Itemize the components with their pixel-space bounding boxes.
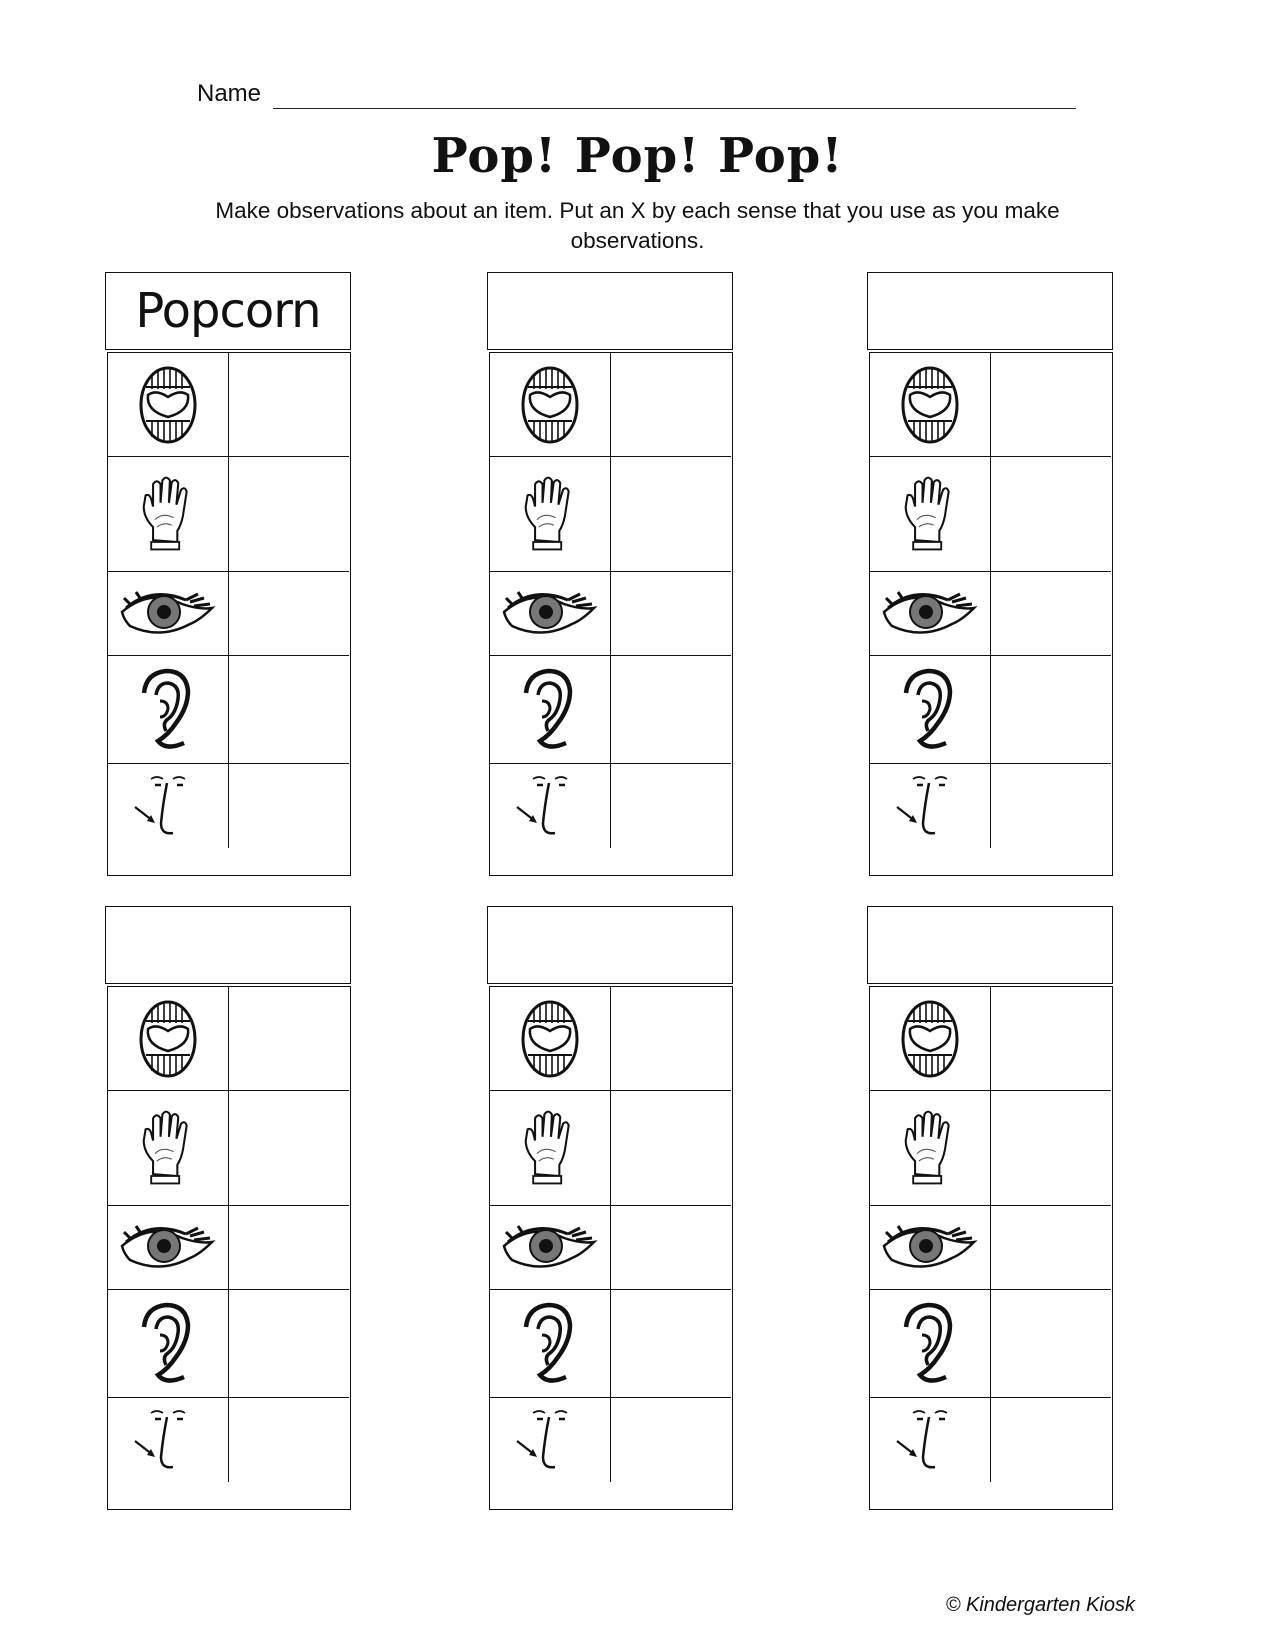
sense-check-box[interactable] (229, 457, 349, 571)
sense-icon-cell (108, 764, 229, 848)
sense-check-box[interactable] (991, 656, 1111, 763)
sense-icon-cell (490, 457, 611, 571)
sense-row (870, 1206, 1111, 1290)
sense-row (108, 457, 349, 572)
sense-check-box[interactable] (611, 1091, 731, 1205)
sense-check-box[interactable] (611, 353, 731, 456)
sense-icon-cell (108, 656, 229, 763)
sense-check-box[interactable] (611, 987, 731, 1090)
sense-icon-cell (108, 1398, 229, 1482)
sense-check-box[interactable] (611, 457, 731, 571)
sense-row (108, 987, 349, 1091)
item-label-box[interactable] (105, 906, 351, 984)
name-label: Name (197, 80, 262, 107)
eye-icon (120, 1220, 216, 1276)
sense-check-box[interactable] (991, 987, 1111, 1090)
ear-icon (138, 665, 198, 755)
hand-icon (522, 472, 578, 556)
item-label-text: Popcorn (135, 283, 321, 339)
sense-row (108, 656, 349, 764)
sense-icon-cell (490, 987, 611, 1090)
sense-icon-cell (108, 1206, 229, 1289)
sense-icon-cell (490, 353, 611, 456)
sense-check-box[interactable] (991, 1091, 1111, 1205)
copyright: © Kindergarten Kiosk (945, 1594, 1135, 1616)
sense-check-box[interactable] (229, 987, 349, 1090)
name-line (273, 108, 1076, 109)
hand-icon (902, 1106, 958, 1190)
sense-check-box[interactable] (229, 1290, 349, 1397)
hand-icon (140, 472, 196, 556)
sense-card (867, 272, 1113, 878)
sense-row (490, 1398, 731, 1482)
sense-row (870, 656, 1111, 764)
sense-row (870, 1091, 1111, 1206)
item-label-box[interactable] (867, 272, 1113, 350)
sense-row (108, 1091, 349, 1206)
mouth-icon (900, 999, 960, 1079)
sense-check-box[interactable] (611, 764, 731, 848)
sense-check-box[interactable] (991, 764, 1111, 848)
sense-icon-cell (108, 1091, 229, 1205)
sense-icon-cell (870, 353, 991, 456)
hand-icon (902, 472, 958, 556)
sense-icon-cell (870, 457, 991, 571)
sense-check-box[interactable] (229, 1206, 349, 1289)
sense-icon-cell (870, 1398, 991, 1482)
senses-grid (869, 352, 1113, 876)
sense-row (490, 353, 731, 457)
ear-icon (900, 1299, 960, 1389)
sense-icon-cell (490, 656, 611, 763)
ear-icon (520, 665, 580, 755)
sense-icon-cell (108, 457, 229, 571)
senses-grid (107, 986, 351, 1510)
sense-row (870, 353, 1111, 457)
ear-icon (520, 1299, 580, 1389)
sense-row (490, 457, 731, 572)
sense-icon-cell (490, 1398, 611, 1482)
sense-row (108, 572, 349, 656)
sense-row (490, 764, 731, 848)
sense-row (490, 987, 731, 1091)
item-label-box[interactable] (105, 272, 351, 350)
mouth-icon (520, 999, 580, 1079)
hand-icon (140, 1106, 196, 1190)
sense-card (487, 906, 733, 1512)
sense-row (870, 1398, 1111, 1482)
senses-grid (869, 986, 1113, 1510)
eye-icon (882, 586, 978, 642)
sense-card (105, 906, 351, 1512)
sense-check-box[interactable] (611, 572, 731, 655)
sense-row (108, 1398, 349, 1482)
mouth-icon (138, 365, 198, 445)
nose-icon (895, 773, 965, 839)
sense-check-box[interactable] (229, 1398, 349, 1482)
sense-row (490, 1206, 731, 1290)
sense-check-box[interactable] (611, 1290, 731, 1397)
sense-row (108, 353, 349, 457)
sense-icon-cell (870, 987, 991, 1090)
sense-row (870, 1290, 1111, 1398)
sense-icon-cell (108, 353, 229, 456)
sense-row (870, 457, 1111, 572)
eye-icon (882, 1220, 978, 1276)
sense-check-box[interactable] (229, 353, 349, 456)
sense-icon-cell (108, 987, 229, 1090)
eye-icon (120, 586, 216, 642)
sense-check-box[interactable] (991, 1398, 1111, 1482)
sense-icon-cell (108, 1290, 229, 1397)
name-row (197, 80, 1077, 114)
sense-icon-cell (870, 572, 991, 655)
hand-icon (522, 1106, 578, 1190)
sense-row (870, 764, 1111, 848)
sense-check-box[interactable] (229, 656, 349, 763)
sense-icon-cell (490, 1206, 611, 1289)
mouth-icon (520, 365, 580, 445)
sense-card (867, 906, 1113, 1512)
sense-row (490, 656, 731, 764)
sense-check-box[interactable] (991, 1290, 1111, 1397)
mouth-icon (900, 365, 960, 445)
sense-icon-cell (870, 656, 991, 763)
sense-check-box[interactable] (229, 1091, 349, 1205)
sense-row (108, 1290, 349, 1398)
sense-icon-cell (870, 1091, 991, 1205)
sense-row (870, 987, 1111, 1091)
nose-icon (515, 773, 585, 839)
sense-check-box[interactable] (229, 572, 349, 655)
eye-icon (502, 586, 598, 642)
ear-icon (138, 1299, 198, 1389)
sense-check-box[interactable] (991, 457, 1111, 571)
sense-icon-cell (870, 1206, 991, 1289)
sense-check-box[interactable] (991, 572, 1111, 655)
sense-icon-cell (490, 572, 611, 655)
item-label-box[interactable] (487, 906, 733, 984)
nose-icon (133, 773, 203, 839)
sense-row (108, 764, 349, 848)
sense-row (490, 1091, 731, 1206)
nose-icon (133, 1407, 203, 1473)
sense-icon-cell (490, 1290, 611, 1397)
sense-card (105, 272, 351, 878)
sense-icon-cell (870, 1290, 991, 1397)
instructions: Make observations about an item. Put an X by each sense that you use as you make observations. (215, 198, 1060, 253)
item-label-box[interactable] (867, 906, 1113, 984)
worksheet-title: Pop! Pop! Pop! (431, 128, 844, 184)
sense-check-box[interactable] (229, 764, 349, 848)
sense-row (490, 1290, 731, 1398)
nose-icon (515, 1407, 585, 1473)
eye-icon (502, 1220, 598, 1276)
sense-row (490, 572, 731, 656)
sense-card (487, 272, 733, 878)
sense-icon-cell (490, 1091, 611, 1205)
sense-check-box[interactable] (611, 656, 731, 763)
mouth-icon (138, 999, 198, 1079)
sense-check-box[interactable] (611, 1206, 731, 1289)
sense-row (108, 1206, 349, 1290)
senses-grid (489, 986, 733, 1510)
sense-icon-cell (108, 572, 229, 655)
senses-grid (107, 352, 351, 876)
sense-check-box[interactable] (611, 1398, 731, 1482)
sense-icon-cell (870, 764, 991, 848)
senses-grid (489, 352, 733, 876)
nose-icon (895, 1407, 965, 1473)
ear-icon (900, 665, 960, 755)
sense-check-box[interactable] (991, 353, 1111, 456)
sense-row (870, 572, 1111, 656)
sense-check-box[interactable] (991, 1206, 1111, 1289)
sense-icon-cell (490, 764, 611, 848)
item-label-box[interactable] (487, 272, 733, 350)
